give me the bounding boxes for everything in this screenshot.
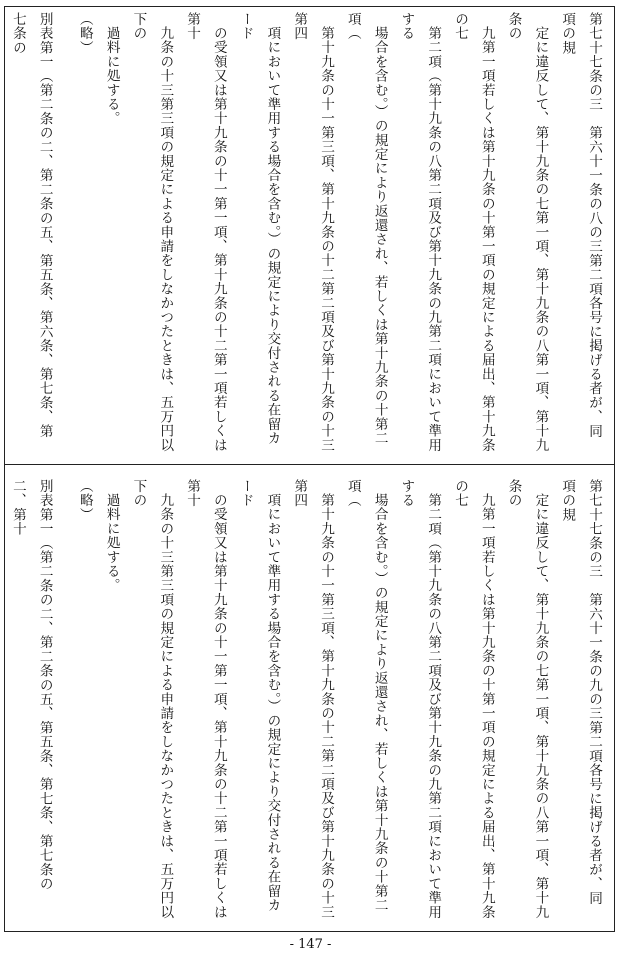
top-article-77-3-line: 過料に処する。	[103, 25, 120, 125]
bottom-text	[9, 479, 607, 919]
top-article-77-3-line: 定に違反して、第十九条の七第一項、第十九条の八第一項、第十九条の	[505, 12, 549, 452]
top-article-77-3-line: の受領又は第十九条の十一第一項、第十九条の十二第一項若しくは第十	[184, 12, 227, 452]
panel-divider	[4, 464, 615, 465]
top-article-77-3-line: 第二項（第十九条の八第二項及び第十九条の九第二項において準用する	[398, 12, 442, 452]
bottom-article-77-3-line: 定に違反して、第十九条の七第一項、第十九条の八第一項、第十九条の	[505, 479, 549, 919]
bottom-article-77-3-line: 場合を含む。）の規定により返還され、若しくは第十九条の十第二項（	[344, 479, 388, 912]
top-appendix-1-line: 別表第一（第二条の二、第二条の五、第五条、第六条、第七条、第七条の	[9, 12, 53, 438]
top-appendix-1-line	[0, 12, 4, 452]
top-article-77-3-line: 第十九条の十一第三項、第十九条の十二第二項及び第十九条の十三第四	[291, 12, 335, 452]
bottom-article-77-3-line: 第七十七条の三 第六十一条の九の三第二項各号に掲げる者が、同項の規	[559, 479, 602, 905]
bottom-omitted-1: （略）	[76, 479, 93, 522]
top-article-77-3-line: 九第一項若しくは第十九条の十第一項の規定による届出、第十九条の七	[452, 12, 495, 452]
bottom-article-77-3-line: 第二項（第十九条の八第二項及び第十九条の九第二項において準用する	[398, 479, 442, 919]
bottom-article-77-3-line: 九条の十三第三項の規定による申請をしなかつたときは、五万円以下の	[130, 479, 174, 919]
top-article-77-3-line: 項において準用する場合を含む。）の規定により交付される在留カード	[237, 12, 281, 445]
bottom-appendix-1-line: 別表第一（第二条の二、第二条の五、第五条、第七条、第七条の二、第十	[9, 479, 53, 891]
top-article-77-3-line: 第七十七条の三 第六十一条の八の三第二項各号に掲げる者が、同項の規	[559, 12, 602, 438]
bottom-panel	[9, 479, 607, 919]
top-article-77-3-line: 場合を含む。）の規定により返還され、若しくは第十九条の十第二項（	[344, 12, 388, 445]
bottom-article-77-3-line: 項において準用する場合を含む。）の規定により交付される在留カード	[237, 479, 281, 912]
top-omitted-1: （略）	[76, 12, 93, 55]
top-article-77-3-line: 九条の十三第三項の規定による申請をしなかつたときは、五万円以下の	[130, 12, 174, 452]
top-text	[9, 12, 607, 452]
bottom-article-77-3-line: 第十九条の十一第三項、第十九条の十二第二項及び第十九条の十三第四	[291, 479, 335, 919]
bottom-article-77-3-line: の受領又は第十九条の十一第一項、第十九条の十二第一項若しくは第十	[184, 479, 227, 919]
bottom-article-77-3-line: 過料に処する。	[103, 492, 120, 592]
top-panel	[9, 12, 607, 452]
bottom-appendix-1-line	[0, 479, 4, 919]
page-number: - 147 -	[289, 937, 332, 952]
bottom-article-77-3-line: 九第一項若しくは第十九条の十第一項の規定による届出、第十九条の七	[452, 479, 495, 919]
